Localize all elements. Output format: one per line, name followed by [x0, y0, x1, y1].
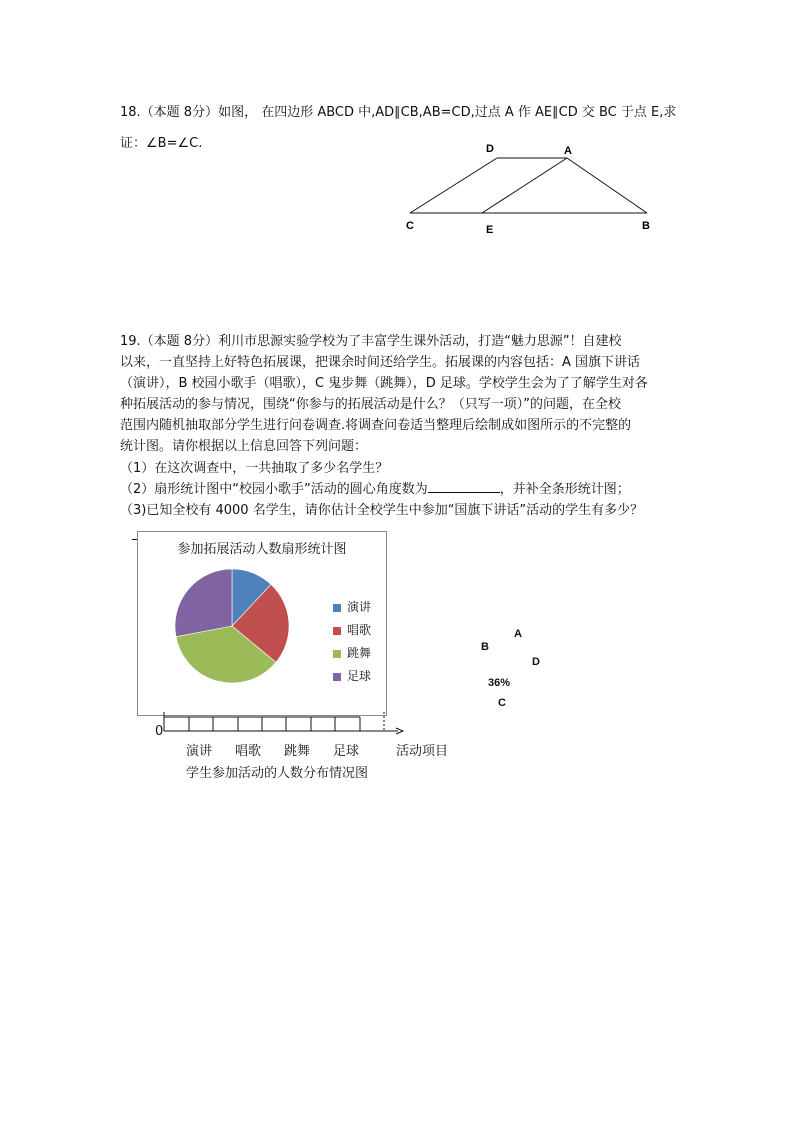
legend-item-singing — [333, 621, 371, 638]
legend-swatch-speech — [333, 604, 341, 612]
segment-AB — [567, 158, 647, 213]
bar-category-singing: 唱歌 — [235, 744, 262, 759]
legend-item-speech — [333, 598, 371, 615]
q19-line5: 范围内随机抽取部分学生进行问卷调查.将调查问卷适当整理后绘制成如图所示的不完整的 — [120, 418, 632, 433]
mini-pie-label-D: D — [532, 656, 540, 668]
point-label-E: E — [486, 224, 494, 236]
pie-chart-panel — [137, 531, 387, 716]
bar-chart-caption: 学生参加活动的人数分布情况图 — [186, 766, 369, 781]
point-label-B: B — [642, 220, 650, 232]
q19-sub2-after: ，并补全条形统计图； — [499, 482, 630, 497]
legend-label-football: 足球 — [347, 669, 372, 683]
pie-chart-title: 参加拓展活动人数扇形统计图 — [177, 542, 347, 557]
legend-swatch-singing — [333, 627, 341, 635]
legend-label-speech: 演讲 — [347, 600, 372, 614]
legend-label-dance: 跳舞 — [347, 646, 372, 660]
q18-line2: 证：∠B=∠C. — [120, 136, 203, 151]
q19-line4: 种拓展活动的参与情况，围绕“你参与的拓展活动是什么？（只写一项）”的问题，在全校 — [120, 397, 621, 412]
bar-chart-axis — [160, 712, 410, 736]
mini-pie-label-A: A — [514, 628, 522, 640]
bar-x-axis-label: 活动项目 — [396, 744, 449, 759]
bar-category-speech: 演讲 — [186, 744, 213, 759]
q18-line1: 18.（本题 8分）如图， 在四边形 ABCD 中,AD∥CB,AB=CD,过点 A 作 AE∥CD 交 BC 于点 E,求 — [120, 105, 677, 120]
pie-slice-3 — [175, 569, 232, 637]
mini-pie-label-B: B — [481, 641, 489, 653]
q19-line1: 19.（本题 8分）利川市思源实验学校为了丰富学生课外活动，打造“魅力思源”！自建校 — [120, 334, 622, 349]
mini-pie-label-C: C — [498, 697, 506, 709]
q19-sub2-before: （2）扇形统计图中“校园小歌手”活动的圆心角度数为 — [120, 482, 428, 497]
point-label-D: D — [486, 143, 494, 155]
quadrilateral-figure — [400, 138, 660, 238]
q19-sub3: （3)已知全校有 4000 名学生，请你估计全校学生中参加“国旗下讲话”活动的学生有多少？ — [120, 503, 644, 518]
q19-line6: 统计图。请你根据以上信息回答下列问题： — [120, 439, 368, 454]
legend-label-singing: 唱歌 — [347, 623, 372, 637]
segment-AE — [482, 158, 567, 213]
bar-axis-origin: 0 — [155, 724, 164, 739]
q19-line3: （演讲），B 校园小歌手（唱歌），C 鬼步舞（跳舞），D 足球。学校学生会为了了解学生对各 — [120, 376, 648, 391]
mini-pie-percent: 36% — [488, 677, 511, 689]
segment-DC — [410, 158, 497, 213]
q19-sub2 — [120, 479, 630, 500]
bar-category-football: 足球 — [333, 744, 360, 759]
bar-category-dance: 跳舞 — [284, 744, 311, 759]
q19-sub1: （1）在这次调查中，一共抽取了多少名学生？ — [120, 461, 389, 476]
answer-blank — [428, 480, 500, 493]
legend-swatch-dance — [333, 650, 341, 658]
legend-swatch-football — [333, 673, 341, 681]
point-label-A: A — [564, 145, 572, 157]
q19-line2: 以来，一直坚持上好特色拓展课，把课余时间还给学生。拓展课的内容包括：A 国旗下讲话 — [120, 355, 641, 370]
legend-item-football — [333, 667, 371, 684]
legend-item-dance — [333, 644, 371, 661]
point-label-C: C — [406, 220, 414, 232]
